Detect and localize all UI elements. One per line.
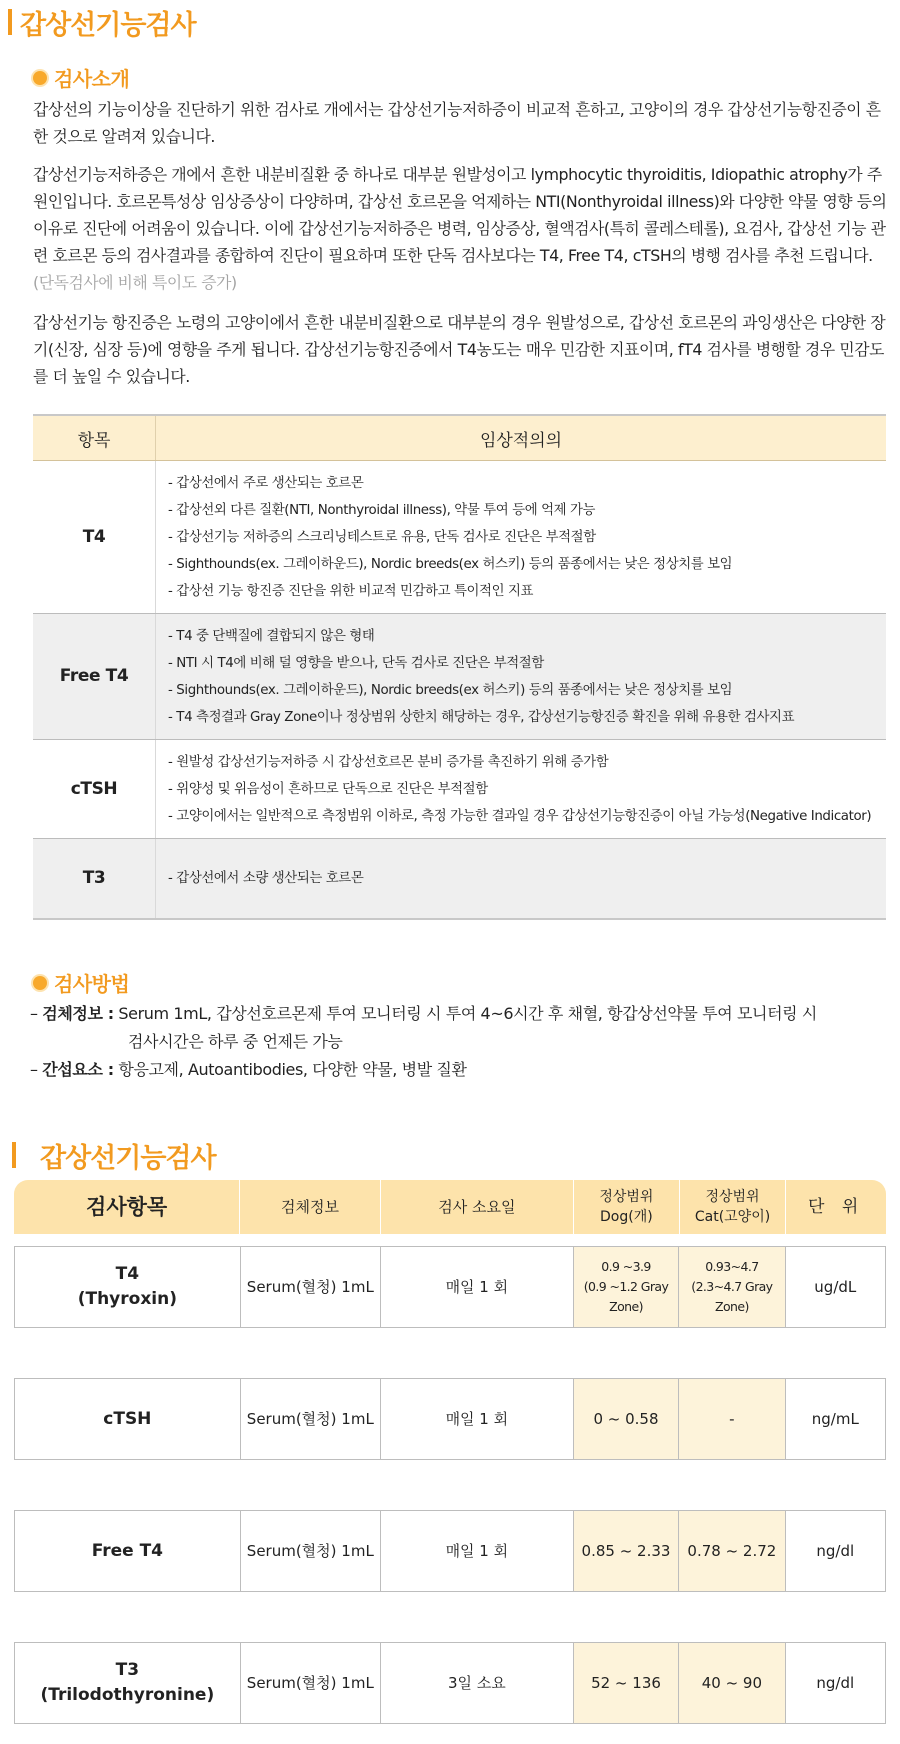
test-specimen: Serum(혈청) 1mL — [241, 1643, 381, 1723]
test-item-name: T3 — [115, 1660, 140, 1680]
description-line: - 위양성 및 위음성이 흔하므로 단독으로 진단은 부적절함 — [168, 781, 488, 797]
test-turnaround: 매일 1 회 — [381, 1247, 574, 1327]
test-row — [14, 1378, 886, 1460]
test-dog-range — [574, 1247, 679, 1327]
test-specimen: Serum(혈청) 1mL — [241, 1247, 381, 1327]
intro-paragraph-1: 갑상선의 기능이상을 진단하기 위한 검사로 개에서는 갑상선기능저하증이 비교적 흔하고, 고양이의 경우 갑상선기능항진증이 흔한 것으로 알려져 있습니다. — [33, 100, 881, 146]
table-row — [33, 740, 886, 839]
description-line: - 갑상선 기능 항진증 진단을 위한 비교적 민감하고 특이적인 지표 — [168, 583, 534, 599]
test-turnaround: 매일 1 회 — [381, 1379, 574, 1459]
test-unit: ng/dl — [816, 1542, 855, 1560]
table-row — [33, 461, 886, 614]
test-item-subname: (Trilodothyronine) — [40, 1685, 215, 1705]
test-specimen: Serum(혈청) 1mL — [241, 1511, 381, 1591]
description-line: - T4 중 단백질에 결합되지 않은 형태 — [168, 628, 375, 644]
test-specimen: Serum(혈청) 1mL — [241, 1379, 381, 1459]
table-row — [33, 839, 886, 919]
specimen-value-line2: 검사시간은 하루 중 언제든 가능 — [128, 1032, 343, 1051]
dog-range-value: 0.9 ~3.9 — [601, 1259, 651, 1274]
intro-paragraph-2-text: 갑상선기능저하증은 개에서 흔한 내분비질환 중 하나로 대부분 원발성이고 lymphocytic thyroiditis, Idiopathic atrophy가 주원인입니다. 호르몬특성상 임상증상이 다양하며, 갑상선 호르몬을 억제하는 NTI(Nonthyroidal illness)와 다양한 약물 영향 등의 이유로 진단에 어려움이 있습니다. 이에 갑상선기능저하증은 병력, 임상증상, 혈액검사(특히 콜레스테롤), 요검사, 갑상선 기능 관련 호르몬 등의 검사결과를 종합하여 진단이 필요하며 또한 단독 검사보다는 T4, Free T4, cTSH의 병행 검사를 추천 드립니다. — [33, 165, 887, 265]
test-item — [15, 1247, 241, 1327]
row-item-label: Free T4 — [33, 614, 156, 740]
intro-heading — [33, 63, 129, 92]
test-turnaround: 3일 소요 — [381, 1643, 574, 1723]
header-dog-range — [574, 1180, 680, 1234]
title-accent-bar — [8, 9, 12, 35]
header-cat-range — [680, 1180, 787, 1234]
row-item-label: cTSH — [33, 740, 156, 839]
description-line: - 원발성 갑상선기능저하증 시 갑상선호르몬 분비 증가를 촉진하기 위해 증가함 — [168, 754, 609, 770]
description-line: - NTI 시 T4에 비해 덜 영향을 받으나, 단독 검사로 진단은 부적절함 — [168, 655, 544, 671]
interference-label: 간섭요소 : — [42, 1060, 114, 1079]
header-significance: 임상적의의 — [156, 415, 887, 461]
row-item-label: T4 — [33, 461, 156, 614]
test-row — [14, 1246, 886, 1328]
page-title — [8, 0, 196, 44]
header-turnaround: 검사 소요일 — [381, 1180, 574, 1234]
test-dog-range: 52 ~ 136 — [574, 1643, 679, 1723]
test-dog-range: 0.85 ~ 2.33 — [574, 1511, 679, 1591]
title-accent-bar — [12, 1142, 16, 1168]
test-dog-range: 0 ~ 0.58 — [574, 1379, 679, 1459]
row-description — [156, 614, 887, 740]
page-title-text: 갑상선기능검사 — [20, 9, 196, 41]
header-test-item: 검사항목 — [14, 1180, 240, 1234]
test-row — [14, 1510, 886, 1592]
test-turnaround: 매일 1 회 — [381, 1511, 574, 1591]
test-cat-range: - — [679, 1379, 785, 1459]
row-description — [156, 461, 887, 614]
table-row — [33, 614, 886, 740]
description-line: - 갑상선외 다른 질환(NTI, Nonthyroidal illness), 약물 투여 등에 억제 가능 — [168, 502, 596, 518]
description-line: - 갑상선에서 소량 생산되는 호르몬 — [168, 870, 364, 886]
description-line: - Sighthounds(ex. 그레이하운드), Nordic breeds(ex 허스키) 등의 품종에서는 낮은 정상치를 보임 — [168, 682, 733, 698]
test-unit: ng/dl — [816, 1674, 855, 1692]
intro-paragraph-2-note: (단독검사에 비해 특이도 증가) — [33, 273, 237, 292]
test-unit: ug/dL — [814, 1278, 857, 1296]
description-line: - T4 측정결과 Gray Zone이나 정상범위 상한치 해당하는 경우, 갑상선기능항진증 확진을 위해 유용한 검사지표 — [168, 709, 795, 725]
test-item: cTSH — [15, 1379, 241, 1459]
header-unit: 단 위 — [808, 1197, 865, 1217]
intro-paragraph-3: 갑상선기능 항진증은 노령의 고양이에서 흔한 내분비질환으로 대부분의 경우 원발성으로, 갑상선 호르몬의 과잉생산은 다양한 장기(신장, 심장 등)에 영향을 주게 됩니다. 갑상선기능항진증에서 T4농도는 매우 민감한 지표이며, fT4 검사를 병행할 경우 민감도를 더 높일 수 있습니다. — [33, 313, 886, 386]
test-table-title-text: 갑상선기능검사 — [40, 1142, 216, 1174]
cat-range-value: 0.93~4.7 — [705, 1259, 759, 1274]
row-item-label: T3 — [33, 839, 156, 919]
method-heading — [33, 968, 129, 997]
header-dog-range-line1: 정상범위 — [599, 1189, 654, 1205]
description-line: - 고양이에서는 일반적으로 측정범위 이하로, 측정 가능한 결과일 경우 갑상선기능항진증이 아닐 가능성(Negative Indicator) — [168, 808, 872, 824]
test-cat-range: 40 ~ 90 — [679, 1643, 785, 1723]
intro-heading-text: 검사소개 — [54, 67, 130, 91]
test-cat-range: 0.78 ~ 2.72 — [679, 1511, 785, 1591]
cat-range-grayzone: (2.3~4.7 Gray Zone) — [691, 1279, 773, 1314]
method-specimen — [30, 1000, 817, 1084]
header-specimen: 검체정보 — [240, 1180, 381, 1234]
row-description — [156, 839, 887, 919]
intro-paragraph-2 — [33, 161, 893, 296]
specimen-value-line1: Serum 1mL, 갑상선호르몬제 투여 모니터링 시 투여 4~6시간 후 채혈, 항갑상선약물 투여 모니터링 시 — [118, 1004, 817, 1023]
header-dog-range-line2: Dog(개) — [600, 1209, 653, 1225]
test-item-name: T4 — [115, 1264, 140, 1284]
description-line: - 갑상선기능 저하증의 스크리닝테스트로 유용, 단독 검사로 진단은 부적절함 — [168, 529, 596, 545]
method-heading-text: 검사방법 — [54, 972, 130, 996]
clinical-table — [33, 414, 886, 920]
test-cat-range — [679, 1247, 785, 1327]
dash-glyph: – — [30, 1060, 38, 1079]
test-unit: ng/mL — [811, 1410, 859, 1428]
test-item — [15, 1643, 241, 1723]
header-cat-range-line2: Cat(고양이) — [694, 1209, 771, 1225]
specimen-label: 검체정보 : — [42, 1004, 114, 1023]
test-table-title — [12, 1133, 216, 1177]
header-item: 항목 — [33, 415, 156, 461]
row-description — [156, 740, 887, 839]
test-row — [14, 1642, 886, 1724]
header-cat-range-line1: 정상범위 — [705, 1189, 760, 1205]
dog-range-grayzone: (0.9 ~1.2 Gray Zone) — [583, 1279, 669, 1314]
clinical-table-header — [33, 415, 886, 461]
test-item: Free T4 — [15, 1511, 241, 1591]
bullet-dot-icon — [33, 976, 47, 990]
dash-glyph: – — [30, 1004, 38, 1023]
test-table-header — [14, 1180, 886, 1234]
description-line: - 갑상선에서 주로 생산되는 호르몬 — [168, 475, 364, 491]
test-item-subname: (Thyroxin) — [77, 1289, 177, 1309]
bullet-dot-icon — [33, 71, 47, 85]
description-line: - Sighthounds(ex. 그레이하운드), Nordic breeds(ex 허스키) 등의 품종에서는 낮은 정상치를 보임 — [168, 556, 733, 572]
interference-value: 항응고제, Autoantibodies, 다양한 약물, 병발 질환 — [118, 1060, 467, 1079]
